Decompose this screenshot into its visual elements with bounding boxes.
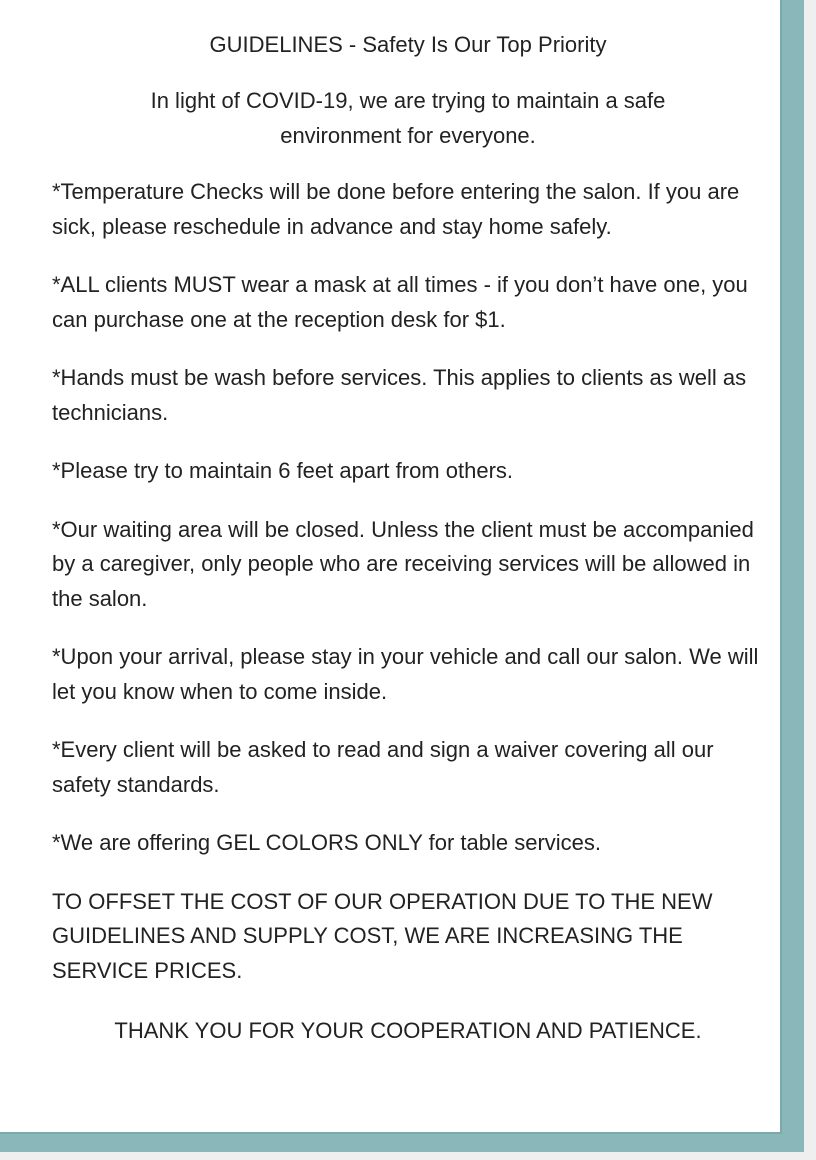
rule-temperature-checks: *Temperature Checks will be done before entering the salon. If you are sick, please reschedule in advance and stay home safely. xyxy=(52,179,740,239)
scalloped-edge-bottom xyxy=(0,1142,804,1156)
rule-gel-colors: *We are offering GEL COLORS ONLY for table services. xyxy=(52,830,602,855)
rule-waiting-area: *Our waiting area will be closed. Unless the client must be accompanied by a caregiver, only people who are receiving services will be allowed in the salon. xyxy=(52,516,754,611)
notice-title: GUIDELINES - Safety Is Our Top Priority xyxy=(209,32,607,57)
rule-masks: *ALL clients MUST wear a mask at all times - if you don’t have one, you can purchase one at the reception desk for $1. xyxy=(52,272,748,332)
notice-content xyxy=(52,28,764,1049)
price-increase-notice: TO OFFSET THE COST OF OUR OPERATION DUE TO THE NEW GUIDELINES AND SUPPLY COST, WE ARE INCREASING THE SERVICE PRICES. xyxy=(52,888,713,983)
notice-intro: In light of COVID-19, we are trying to maintain a safe environment for everyone. xyxy=(150,88,666,148)
rule-hand-washing: *Hands must be wash before services. This applies to clients as well as technicians. xyxy=(52,365,747,425)
rule-distancing: *Please try to maintain 6 feet apart from others. xyxy=(52,458,514,483)
rule-waiver: *Every client will be asked to read and sign a waiver covering all our safety standards. xyxy=(52,737,714,797)
closing-thanks: THANK YOU FOR YOUR COOPERATION AND PATIENCE. xyxy=(114,1018,702,1043)
rule-arrival: *Upon your arrival, please stay in your vehicle and call our salon. We will let you know when to come inside. xyxy=(52,644,759,704)
scalloped-edge-right xyxy=(794,0,810,1152)
